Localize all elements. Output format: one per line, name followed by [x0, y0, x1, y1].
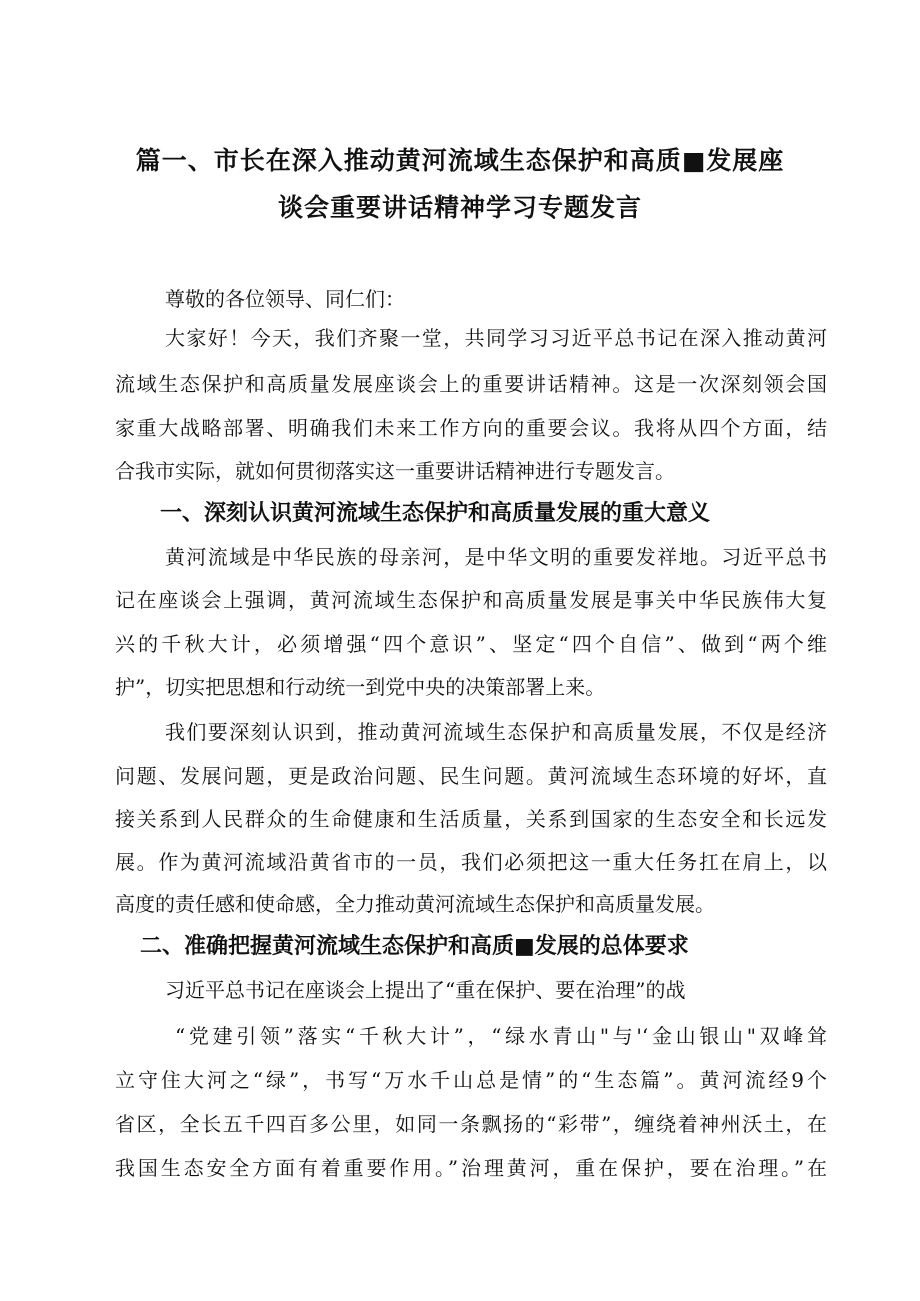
section-2-heading: 二、准确把握黄河流域生态保护和高质■发展的总体要求 [140, 934, 689, 959]
section-1-paragraph-2-line: 展。作为黄河流域沿黄省市的一员，我们必须把这一重大任务扛在肩上，以 [115, 850, 827, 874]
section-1-heading: 一、深刻认识黄河流域生态保护和高质量发展的重大意义 [160, 501, 711, 526]
section-2-paragraph-2-line: 立守住大河之“绿”，书写“万水千山总是情”的“生态篇”。黄河流经9个 [115, 1068, 827, 1092]
section-1-paragraph-2-line: 问题、发展问题，更是政治问题、民生问题。黄河流域生态环境的好坏，直 [115, 764, 827, 788]
section-2-paragraph-2-line: “党建引领”落实“千秋大计”，“绿水青山"与'‘金山银山"双峰耸 [175, 1024, 827, 1048]
section-2-paragraph-2-line: 我国生态安全方面有着重要作用。”治理黄河，重在保护，要在治理。”在 [115, 1156, 827, 1180]
section-1-paragraph-line: 护”，切实把思想和行动统一到党中央的决策部署上来。 [115, 675, 606, 699]
section-1-paragraph-2-line: 高度的责任感和使命感，全力推动黄河流域生态保护和高质量发展。 [115, 892, 715, 916]
section-1-paragraph-line: 黄河流域是中华民族的母亲河，是中华文明的重要发祥地。习近平总书 [165, 545, 827, 569]
section-2-paragraph-2-line: 省区，全长五千四百多公里，如同一条飘扬的“彩带”，缠绕着神州沃土，在 [115, 1112, 827, 1136]
document-title-line-1: 篇一、市长在深入推动黄河流域生态保护和高质■发展座 [135, 146, 785, 175]
intro-line: 大家好！今天，我们齐聚一堂，共同学习习近平总书记在深入推动黄河 [165, 326, 827, 350]
section-1-paragraph-2-line: 我们要深刻认识到，推动黄河流域生态保护和高质量发展，不仅是经济 [165, 720, 827, 744]
section-1-paragraph-2-line: 接关系到人民群众的生命健康和生活质量，关系到国家的生态安全和长远发 [115, 807, 827, 831]
salutation: 尊敬的各位领导、同仁们： [165, 287, 405, 311]
document-title-line-2: 谈会重要讲话精神学习专题发言 [277, 193, 642, 222]
section-1-paragraph-line: 兴的千秋大计，必须增强“四个意识”、坚定“四个自信”、做到“两个维 [115, 632, 827, 656]
intro-line: 流域生态保护和高质量发展座谈会上的重要讲话精神。这是一次深刻领会国 [115, 372, 827, 396]
intro-line: 家重大战略部署、明确我们未来工作方向的重要会议。我将从四个方面，结 [115, 416, 827, 440]
intro-line: 合我市实际，就如何贯彻落实这一重要讲话精神进行专题发言。 [115, 459, 675, 483]
section-2-paragraph-line: 习近平总书记在座谈会上提出了“重在保护、要在治理”的战 [165, 978, 686, 1002]
section-1-paragraph-line: 记在座谈会上强调，黄河流域生态保护和高质量发展是事关中华民族伟大复 [115, 588, 827, 612]
